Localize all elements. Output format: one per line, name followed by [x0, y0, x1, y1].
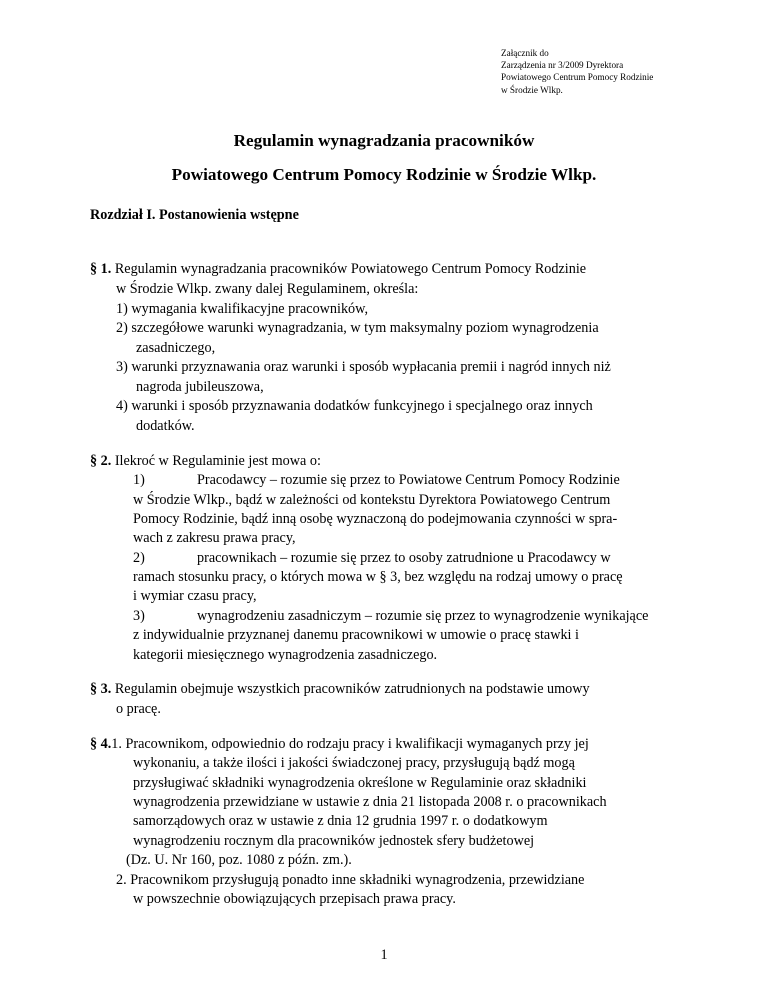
document-title-line-2: Powiatowego Centrum Pomocy Rodzinie w Środzie Wlkp. — [171, 165, 597, 184]
section-2-item-1-cont: Pomocy Rodzinie, bądź inną osobę wyznaczoną do podejmowania czynności w spra- — [133, 511, 618, 527]
section-4-line: w powszechnie obowiązujących przepisach prawa pracy. — [133, 891, 456, 907]
section-2-item-3: 3) wynagrodzeniu zasadniczym – rozumie się przez to wynagrodzenie wynikające — [133, 608, 649, 624]
section-1-line: w Środzie Wlkp. zwany dalej Regulaminem, określa: — [116, 281, 419, 297]
section-1-line: § 1. Regulamin wynagradzania pracowników Powiatowego Centrum Pomocy Rodzinie — [90, 261, 587, 277]
section-1-item: 2) szczegółowe warunki wynagradzania, w tym maksymalny poziom wynagrodzenia — [116, 320, 599, 336]
document-title-line-1: Regulamin wynagradzania pracowników — [233, 131, 535, 150]
section-2-item-3-cont: kategorii miesięcznego wynagrodzenia zasadniczego. — [133, 647, 438, 663]
section-2-item-2: 2) pracownikach – rozumie się przez to osoby zatrudnione u Pracodawcy w — [133, 550, 611, 566]
section-4-line: wykonaniu, a także ilości i jakości świadczonej pracy, przysługują bądź mogą — [133, 755, 575, 771]
section-2-line: § 2. Ilekroć w Regulaminie jest mowa o: — [90, 453, 321, 469]
section-1-mark: § 1. — [90, 261, 112, 277]
annex-line: Powiatowego Centrum Pomocy Rodzinie — [501, 72, 654, 83]
section-2-item-1-cont: wach z zakresu prawa pracy, — [133, 530, 296, 546]
annex-line: w Środzie Wlkp. — [501, 84, 563, 95]
section-2-item-1-cont: w Środzie Wlkp., bądź w zależności od kontekstu Dyrektora Powiatowego Centrum — [133, 492, 611, 508]
section-3-line: o pracę. — [116, 701, 161, 717]
section-4-line: 2. Pracownikom przysługują ponadto inne składniki wynagrodzenia, przewidziane — [116, 872, 585, 888]
section-2-item-3-cont: z indywidualnie przyznanej danemu pracownikowi w umowie o pracę stawki i — [133, 627, 579, 643]
section-4-line: § 4.1. Pracownikom, odpowiednio do rodzaju pracy i kwalifikacji wymaganych przy jej — [90, 736, 589, 752]
section-1-item-cont: nagroda jubileuszowa, — [136, 379, 264, 395]
section-4-line: wynagrodzeniu rocznym dla pracowników jednostek sfery budżetowej — [133, 833, 535, 849]
annex-line: Załącznik do — [501, 48, 549, 58]
section-3-mark: § 3. — [90, 681, 112, 697]
section-2-item-2-cont: i wymiar czasu pracy, — [133, 588, 257, 604]
section-1-item: 1) wymagania kwalifikacyjne pracowników, — [116, 301, 369, 317]
section-4-line: wynagrodzenia przewidziane w ustawie z dnia 21 listopada 2008 r. o pracownikach — [133, 794, 607, 810]
annex-note — [501, 47, 653, 96]
section-4-line: samorządowych oraz w ustawie z dnia 12 grudnia 1997 r. o dodatkowym — [133, 813, 548, 829]
section-1-item: 3) warunki przyznawania oraz warunki i sposób wypłacania premii i nagród innych niż — [116, 359, 611, 375]
section-4-line: przysługiwać składniki wynagrodzenia określone w Regulaminie oraz składniki — [133, 775, 587, 791]
section-1-item-cont: zasadniczego, — [136, 340, 216, 356]
section-3-line: § 3. Regulamin obejmuje wszystkich pracowników zatrudnionych na podstawie umowy — [90, 681, 590, 697]
section-2-item-2-cont: ramach stosunku pracy, o których mowa w § 3, bez względu na rodzaj umowy o pracę — [133, 569, 623, 585]
section-2-item-1: 1) Pracodawcy – rozumie się przez to Powiatowe Centrum Pomocy Rodzinie — [133, 472, 620, 488]
section-1-item-cont: dodatków. — [136, 418, 195, 434]
section-4-mark: § 4. — [90, 736, 112, 752]
section-2-mark: § 2. — [90, 453, 112, 469]
section-4-line: (Dz. U. Nr 160, poz. 1080 z późn. zm.). — [126, 852, 352, 868]
page-number: 1 — [380, 947, 388, 963]
section-1-item: 4) warunki i sposób przyznawania dodatków funkcyjnego i specjalnego oraz innych — [116, 398, 593, 414]
annex-line: Zarządzenia nr 3/2009 Dyrektora — [501, 60, 624, 71]
chapter-heading: Rozdział I. Postanowienia wstępne — [90, 207, 299, 223]
